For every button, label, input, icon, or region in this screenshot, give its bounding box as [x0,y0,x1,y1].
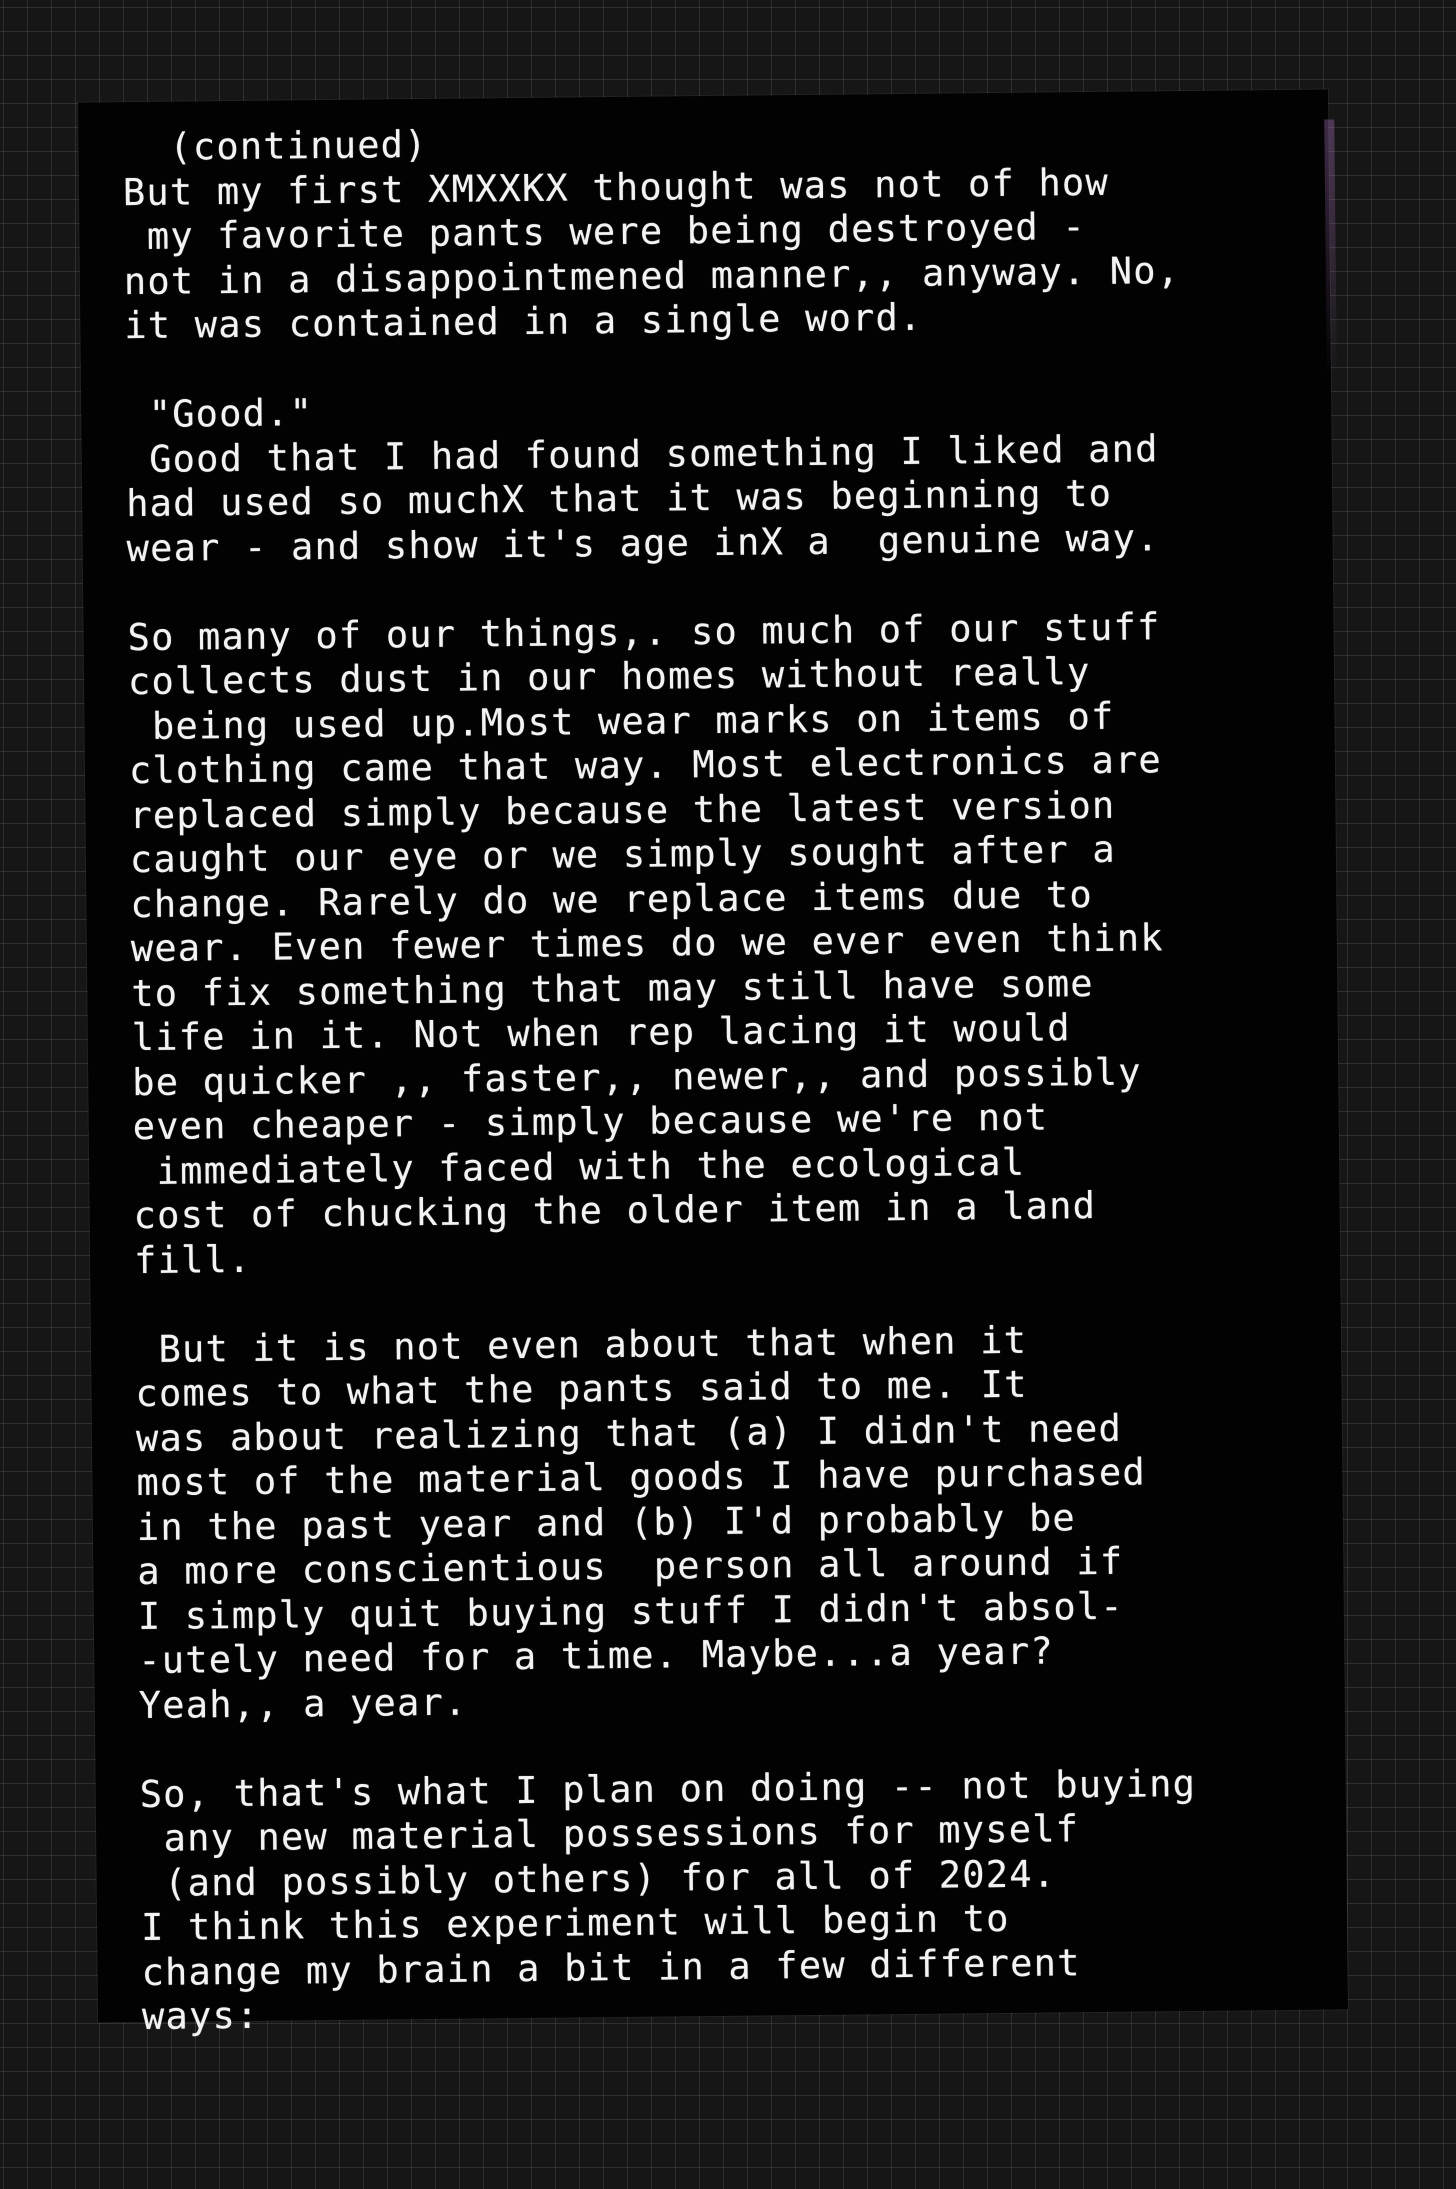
paper-edge [1324,119,1337,379]
typewritten-text: (continued) But my first XMXXKX thought was not of how my favorite pants were being destroyed - not in a disappointmened manner,, anyway. No, it was contained in a single word. "Good." Good that I had found something I liked and had used so muchX that it was beginning to wear - and show it's age inX a genuine way. So many of our things,. so much of our stuff collects dust in our homes without really being used up.Most wear marks on items of clothing came that way. Most electronics are replaced simply because the latest version caught our eye or we simply sought after a change. Rarely do we replace items due to wear. Even fewer times do we ever even think to fix something that may still have some life in it. Not when rep lacing it would be quicker ,, faster,, newer,, and possibly even cheaper - simply because we're not immediately faced with the ecological cost of chucking the older item in a land fill. But it is not even about that when it comes to what the pants said to me. It was about realizing that (a) I didn't need most of the material goods I have purchased in the past year and (b) I'd probably be a more conscientious person all around if I simply quit buying stuff I didn't absol- -utely need for a time. Maybe...a year? Yeah,, a year. So, that's what I plan on doing -- not buying any new material possessions for myself (and possibly others) for all of 2024. I think this experiment will begin to change my brain a bit in a few different ways: [122,122,1197,2039]
typewritten-page [78,90,1348,2039]
